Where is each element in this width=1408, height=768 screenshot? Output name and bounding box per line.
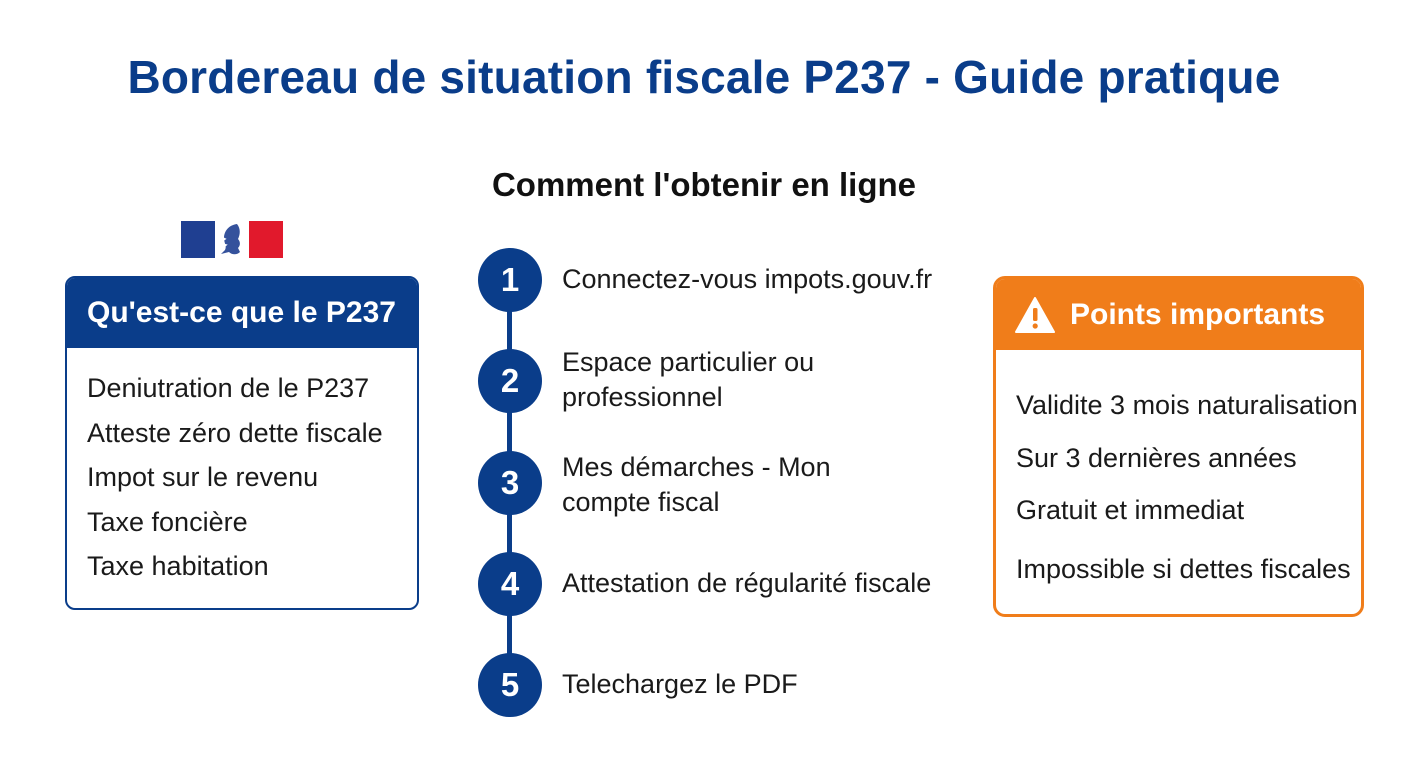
page-title: Bordereau de situation fiscale P237 - Guide pratique <box>127 51 1281 103</box>
important-points-card <box>993 276 1364 617</box>
step-1-number: 1 <box>478 248 542 312</box>
list-item: Taxe foncière <box>87 506 248 537</box>
important-points-heading: Points importants <box>1070 297 1326 331</box>
marianne-profile-icon <box>215 221 249 258</box>
list-item: Gratuit et immediat <box>1016 495 1245 525</box>
step-5-line-1: Telechargez le PDF <box>562 669 798 699</box>
step-3-line-2: compte fiscal <box>562 487 720 517</box>
p237-definition-heading: Qu'est-ce que le P237 <box>67 278 417 348</box>
step-3-number: 3 <box>478 451 542 515</box>
republique-francaise-logo <box>181 221 283 258</box>
step-4-number: 4 <box>478 552 542 616</box>
list-item: Impossible si dettes fiscales <box>1016 554 1351 584</box>
step-3-line-1: Mes démarches - Mon <box>562 452 831 482</box>
step-5-number: 5 <box>478 653 542 717</box>
step-2-text <box>562 345 814 415</box>
step-4-text <box>562 566 931 601</box>
list-item: Validite 3 mois naturalisation <box>1016 390 1358 420</box>
step-1-line-1: Connectez-vous impots.gouv.fr <box>562 264 933 294</box>
p237-definition-card <box>65 276 419 610</box>
step-2-number: 2 <box>478 349 542 413</box>
list-item: Impot sur le revenu <box>87 462 319 492</box>
important-points-header <box>996 279 1361 350</box>
list-item: Sur 3 dernières années <box>1016 443 1297 473</box>
list-item: Deniutration de le P237 <box>87 373 370 403</box>
step-3-text <box>562 450 831 520</box>
step-5-text <box>562 667 798 702</box>
list-item: Atteste zéro dette fiscale <box>87 417 383 448</box>
step-2-line-1: Espace particulier ou <box>562 347 815 377</box>
step-2-line-2: professionnel <box>562 382 723 412</box>
step-1-text <box>562 262 932 297</box>
section-subtitle: Comment l'obtenir en ligne <box>491 166 917 203</box>
list-item: Taxe habitation <box>87 551 269 581</box>
warning-icon <box>1014 296 1056 334</box>
p237-definition-list <box>67 348 417 589</box>
step-4-line-1: Attestation de régularité fiscale <box>562 568 932 598</box>
